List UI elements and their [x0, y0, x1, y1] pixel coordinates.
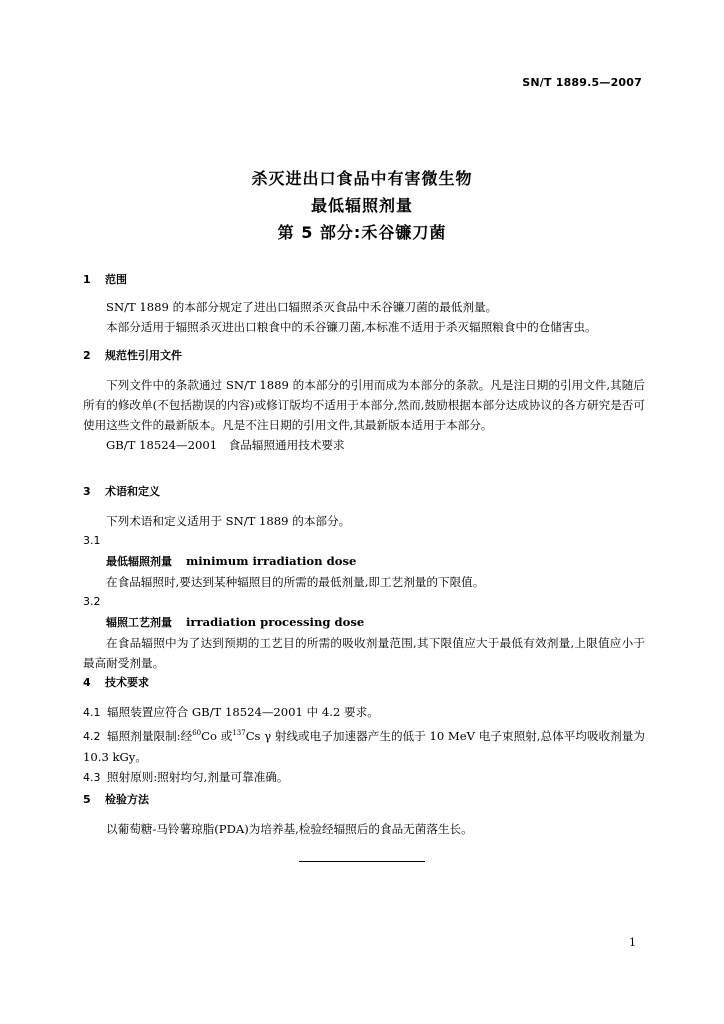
- section-4-heading: [83, 673, 645, 693]
- clause-4-2: [83, 723, 645, 767]
- section-5-number: 5: [83, 793, 91, 806]
- title-line-3: 第 5 部分:禾谷镰刀菌: [277, 223, 447, 242]
- page-number: 1: [629, 936, 636, 949]
- section-2-paragraph: 下列文件中的条款通过 SN/T 1889 的本部分的引用而成为本部分的条款。凡是注日期的引用文件,其随后所有的修改单(不包括勘误的内容)或修订版均不适用于本部分,然而,鼓励根据本部分达成协议的各方研究是否可使用这些文件的最新版本。凡是不注日期的引用文件,其最新版本适用于本部分。: [83, 378, 645, 432]
- section-4-title: 技术要求: [105, 676, 149, 689]
- section-2-title: 规范性引用文件: [105, 349, 182, 362]
- term-3-2-chinese: 辐照工艺剂量: [106, 616, 172, 629]
- section-5-paragraph: 以葡萄糖-马铃薯琼脂(PDA)为培养基,检验经辐照后的食品无菌落生长。: [106, 822, 473, 836]
- section-5-title: 检验方法: [105, 793, 149, 806]
- title-line-2: 最低辐照剂量: [310, 196, 413, 215]
- section-3-heading: [83, 482, 645, 502]
- term-3-1-english: minimum irradiation dose: [186, 554, 357, 568]
- section-1-paragraph-1: SN/T 1889 的本部分规定了进出口辐照杀灭食品中禾谷镰刀菌的最低剂量。: [106, 300, 498, 314]
- clause-4-2-superscript-2: 137: [232, 729, 246, 737]
- section-5: [83, 790, 645, 839]
- section-4-number: 4: [83, 676, 91, 689]
- clause-4-2-number: 4.2: [83, 729, 101, 743]
- normative-reference: GB/T 18524—2001 食品辐照通用技术要求: [106, 438, 345, 452]
- section-3: [83, 482, 645, 673]
- section-2-heading: [83, 346, 645, 366]
- section-3-number: 3: [83, 485, 91, 498]
- term-3-2: [83, 612, 645, 633]
- end-rule: [299, 861, 425, 862]
- clause-4-1: [83, 702, 645, 723]
- clause-4-2-text-c: Cs γ 射线或电子加速器产生的低于 10 MeV 电子束照射,总体平均吸收剂量为 10.3 kGy。: [83, 728, 645, 764]
- term-3-1-number: 3.1: [83, 534, 101, 547]
- section-2: [83, 346, 645, 455]
- clause-4-3-number: 4.3: [83, 770, 101, 784]
- section-3-intro: 下列术语和定义适用于 SN/T 1889 的本部分。: [106, 514, 351, 528]
- term-3-1: [83, 551, 645, 572]
- term-3-2-definition: 在食品辐照中为了达到预期的工艺目的所需的吸收剂量范围,其下限值应大于最低有效剂量,上限值应小于最高耐受剂量。: [83, 636, 645, 670]
- term-3-1-definition: 在食品辐照时,要达到某种辐照目的所需的最低剂量,即工艺剂量的下限值。: [106, 575, 485, 589]
- section-3-title: 术语和定义: [105, 485, 160, 498]
- clause-4-1-number: 4.1: [83, 706, 101, 719]
- clause-4-2-text-a: 辐照剂量限制:经: [107, 728, 193, 743]
- clause-4-3: [83, 767, 645, 788]
- section-1-paragraph-2: 本部分适用于辐照杀灭进出口粮食中的禾谷镰刀菌,本标准不适用于杀灭辐照粮食中的仓储害虫。: [106, 320, 597, 334]
- section-4: [83, 673, 645, 788]
- standard-code: SN/T 1889.5—2007: [522, 76, 642, 89]
- clause-4-3-text: 照射原则:照射均匀,剂量可靠准确。: [107, 769, 289, 784]
- term-3-2-number: 3.2: [83, 595, 101, 608]
- section-2-number: 2: [83, 349, 91, 362]
- section-1-number: 1: [83, 273, 91, 286]
- section-5-heading: [83, 790, 645, 810]
- term-3-2-english: irradiation processing dose: [186, 615, 365, 629]
- clause-4-2-text-b: Co 或: [201, 728, 233, 743]
- title-line-1: 杀灭进出口食品中有害微生物: [251, 169, 473, 188]
- section-1-heading: [83, 270, 645, 290]
- term-3-1-chinese: 最低辐照剂量: [106, 555, 172, 568]
- clause-4-2-superscript-1: 60: [192, 729, 202, 737]
- section-1: [83, 270, 645, 337]
- section-1-title: 范围: [105, 273, 127, 286]
- clause-4-1-text: 辐照装置应符合 GB/T 18524—2001 中 4.2 要求。: [107, 705, 379, 719]
